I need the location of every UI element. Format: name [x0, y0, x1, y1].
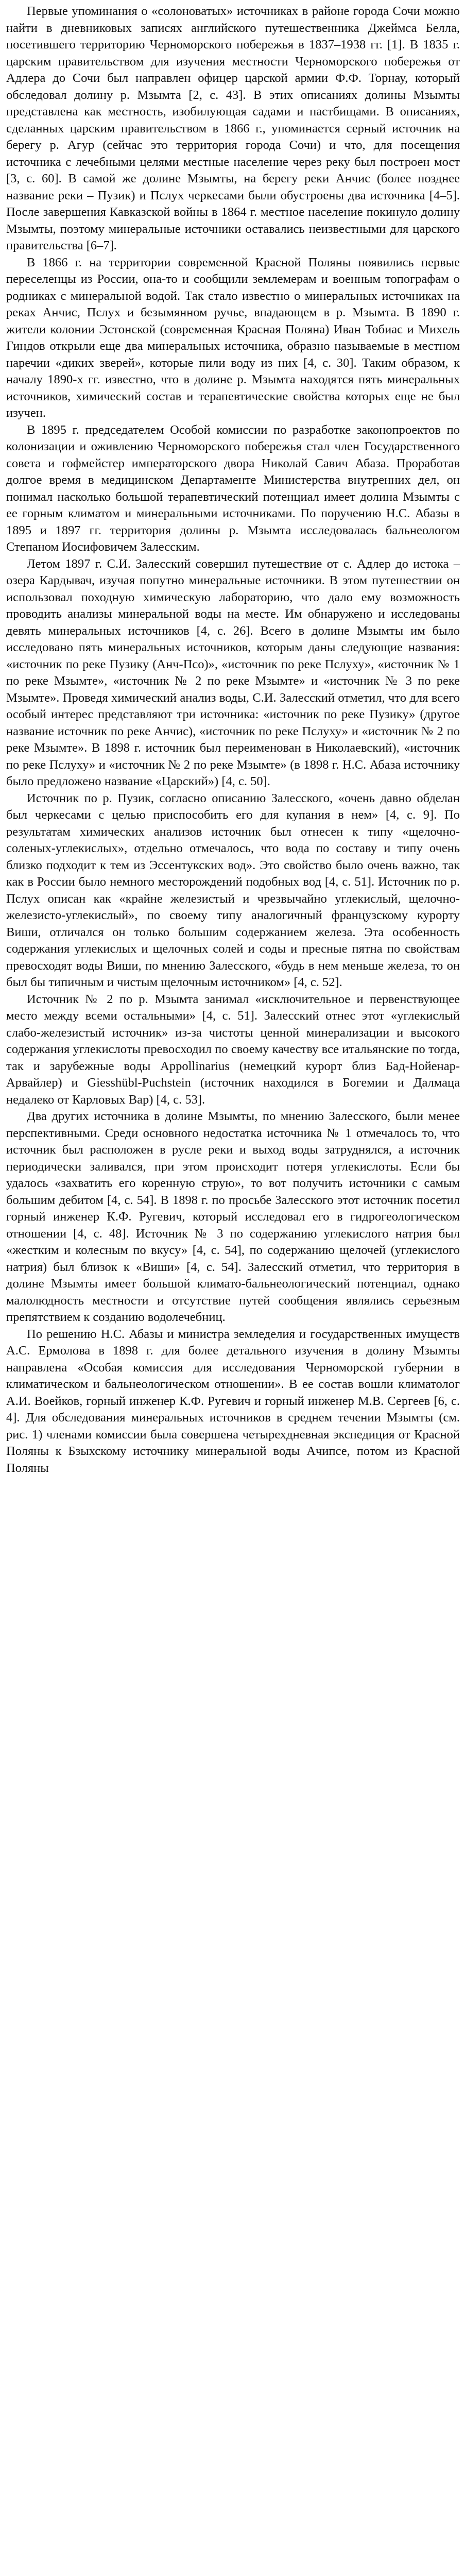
paragraph: Источник № 2 по р. Мзымта занимал «исключительное и первенствующее место между всеми остальными» [4, с. 51]. Залесский отнес этот «углекислый слабо-железистый источник» из-за чистоты ценной минерализации и высокого содержания углекислоты превосходил по своему качеству все итальянские по тогда, так и зарубежные воды Appollinarius (немецкий курорт близ Бад-Нойенар-Арвайлер) и Giesshübl-Puchstein (источник находился в Богемии и Далмаца недалеко от Карловых Вар) [4, с. 53]. [6, 992, 460, 1107]
paragraph: В 1866 г. на территории современной Красной Поляны появились первые переселенцы из России, она-то и сообщили землемерам и военным топографам о родниках с минеральной водой. Так стало известно о минеральных источниках на реках Анчис, Пслух и безымянном ручье, впадающем в р. Мзымта. В 1890 г. жители колонии Эстонской (современная Красная Поляна) Иван Тобиас и Михель Гиндов открыли еще два минеральных источника, образно называемые в местном наречии «диких зверей», которые пили воду из них [4, с. 30]. Таким образом, к началу 1890-х гг. известно, что в долине р. Мзымта находятся пять минеральных источников, химический состав и терапевтические свойства которых еще не был изучен. [6, 255, 460, 420]
paragraph: Источник по р. Пузик, согласно описанию Залесского, «очень давно обделан был черкесами с целью приспособить его для купания в нем» [4, с. 9]. По результатам химических анализов источник был отнесен к типу «щелочно-соленых-углекислых», отдельно отмечалось, что вода по составу и типу очень близко подходит к тем из Эссентукских вод». Это свойство было очень важно, так как в России было немного месторождений подобных вод [4, с. 51]. Источник по р. Пслух описан как «крайне железистый и чрезвычайно углекислый, щелочно-железисто-углекислый», по своему типу аналогичный французскому курорту Виши, отличался он только большим содержанием железа. Эта особенность содержания углекислых и щелочных солей и соды и пресные пятна по свойствам превосходят воды Виши, по мнению Залесского, «будь в нем меньше железа, то он был бы типичным и чистым щелочным источником» [4, с. 52]. [6, 791, 460, 989]
paragraph: В 1895 г. председателем Особой комиссии по разработке законопроектов по колонизации и оживлению Черноморского побережья стал член Государственного совета и гофмейстер императорского двора Николай Савич Абаза. Проработав долгое время в медицинском Департаменте Министерства внутренних дел, он понимал насколько большой терапевтический потенциал имеет долина Мзымты с ее горным климатом и минеральными источниками. По поручению Н.С. Абазы в 1895 и 1897 гг. территория долины р. Мзымта исследовалась бальнеологом Степаном Иосифовичем Залесским. [6, 422, 460, 554]
paragraph: Два других источника в долине Мзымты, по мнению Залесского, были менее перспективными. Среди основного недостатка источника № 1 отмечалось то, что источник был расположен в русле реки и выход воды затруднялся, а источник периодически заливался, при этом происходит потеря углекислоты. Если бы удалось «захватить его коренную струю», то вот получить источники с самым большим дебитом [4, с. 54]. В 1898 г. по просьбе Залесского этот источник посетил горный инженер К.Ф. Ругевич, который исследовал его в гидрогеологическом отношении [4, с. 48]. Источник № 3 по содержанию углекислого натрия был «жестким и колесным по вкусу» [4, с. 54], по содержанию щелочей (углекислого натрия) был близок к «Виши» [4, с. 54]. Залесский отметил, что территория в долине Мзымты имеет большой климато-бальнеологический потенциал, однако малолюдность местности и отсутствие путей сообщения являлись серьезным препятствием к созданию водолечебниц. [6, 1109, 460, 1324]
paragraph: По решению Н.С. Абазы и министра земледелия и государственных имуществ А.С. Ермолова в 1898 г. для более детального изучения в долину Мзымты направлена «Особая комиссия для исследования Черноморской губернии в климатическом и бальнеологическом отношении». В ее состав вошли климатолог А.И. Воейков, горный инженер К.Ф. Ругевич и горный инженер М.В. Сергеев [6, с. 4]. Для обследования минеральных источников в среднем течении Мзымты (см. рис. 1) членами комиссии была совершена четырехдневная экспедиция от Красной Поляны к Бзыхскому источнику минеральной воды Ачипсе, потом из Красной Поляны [6, 1327, 460, 1475]
paragraph: Первые упоминания о «солоноватых» источниках в районе города Сочи можно найти в дневниковых записях английского путешественника Джеймса Белла, посетившего территорию Черноморского побережья в 1837–1938 гг. [1]. В 1835 г. царским правительством для изучения местности Черноморского побережья от Адлера до Сочи был направлен офицер царской армии Ф.Ф. Торнау, который обследовал долину р. Мзымта [2, с. 43]. В этих описаниях долины Мзымты представлена как местность, изобилующая садами и пастбищами. В описаниях, сделанных царским правительством в 1866 г., упоминается серный источник на берегу р. Агур (сейчас это территория города Сочи) и что, для посещения источника с лечебными целями местные население через реку был построен мост [3, с. 60]. В самой же долине Мзымты, на берегу реки Анчис (более позднее название реки – Пузик) и Пслух черкесами были обустроены два источника [4–5]. После завершения Кавказской войны в 1864 г. местное население покинуло долину Мзымты, поэтому минеральные источники оставались неизвестными для царского правительства [6–7]. [6, 4, 460, 252]
paragraph: Летом 1897 г. С.И. Залесский совершил путешествие от с. Адлер до истока – озера Кардывач, изучая попутно минеральные источники. В этом путешествии он использовал походную химическую лабораторию, что дало ему возможность проводить анализы минеральной воды на месте. Им обнаружено и исследованы девять минеральных источников [4, с. 26]. Всего в долине Мзымты им было исследовано пять минеральных источников, которым даны следующие названия: «источник по реке Пузику (Анч-Псо)», «источник по реке Пслуху», «источник № 1 по реке Мзымте», «источник № 2 по реке Мзымте» и «источник № 3 по реке Мзымте». Проведя химический анализ воды, С.И. Залесский отметил, что для всего особый интерес представляют три источника: «источник по реке Пузику» (другое название источник по реке Анчис), «источник по реке Пслуху» и «источник № 2 по реке Мзымте». В 1898 г. источник был переименован в Николаевский), «источник по реке Пслуху» и «источник № 2 по реке Мзымте» (в 1898 г. Н.С. Абаза источнику было предложено название «Царский») [4, с. 50]. [6, 556, 460, 788]
